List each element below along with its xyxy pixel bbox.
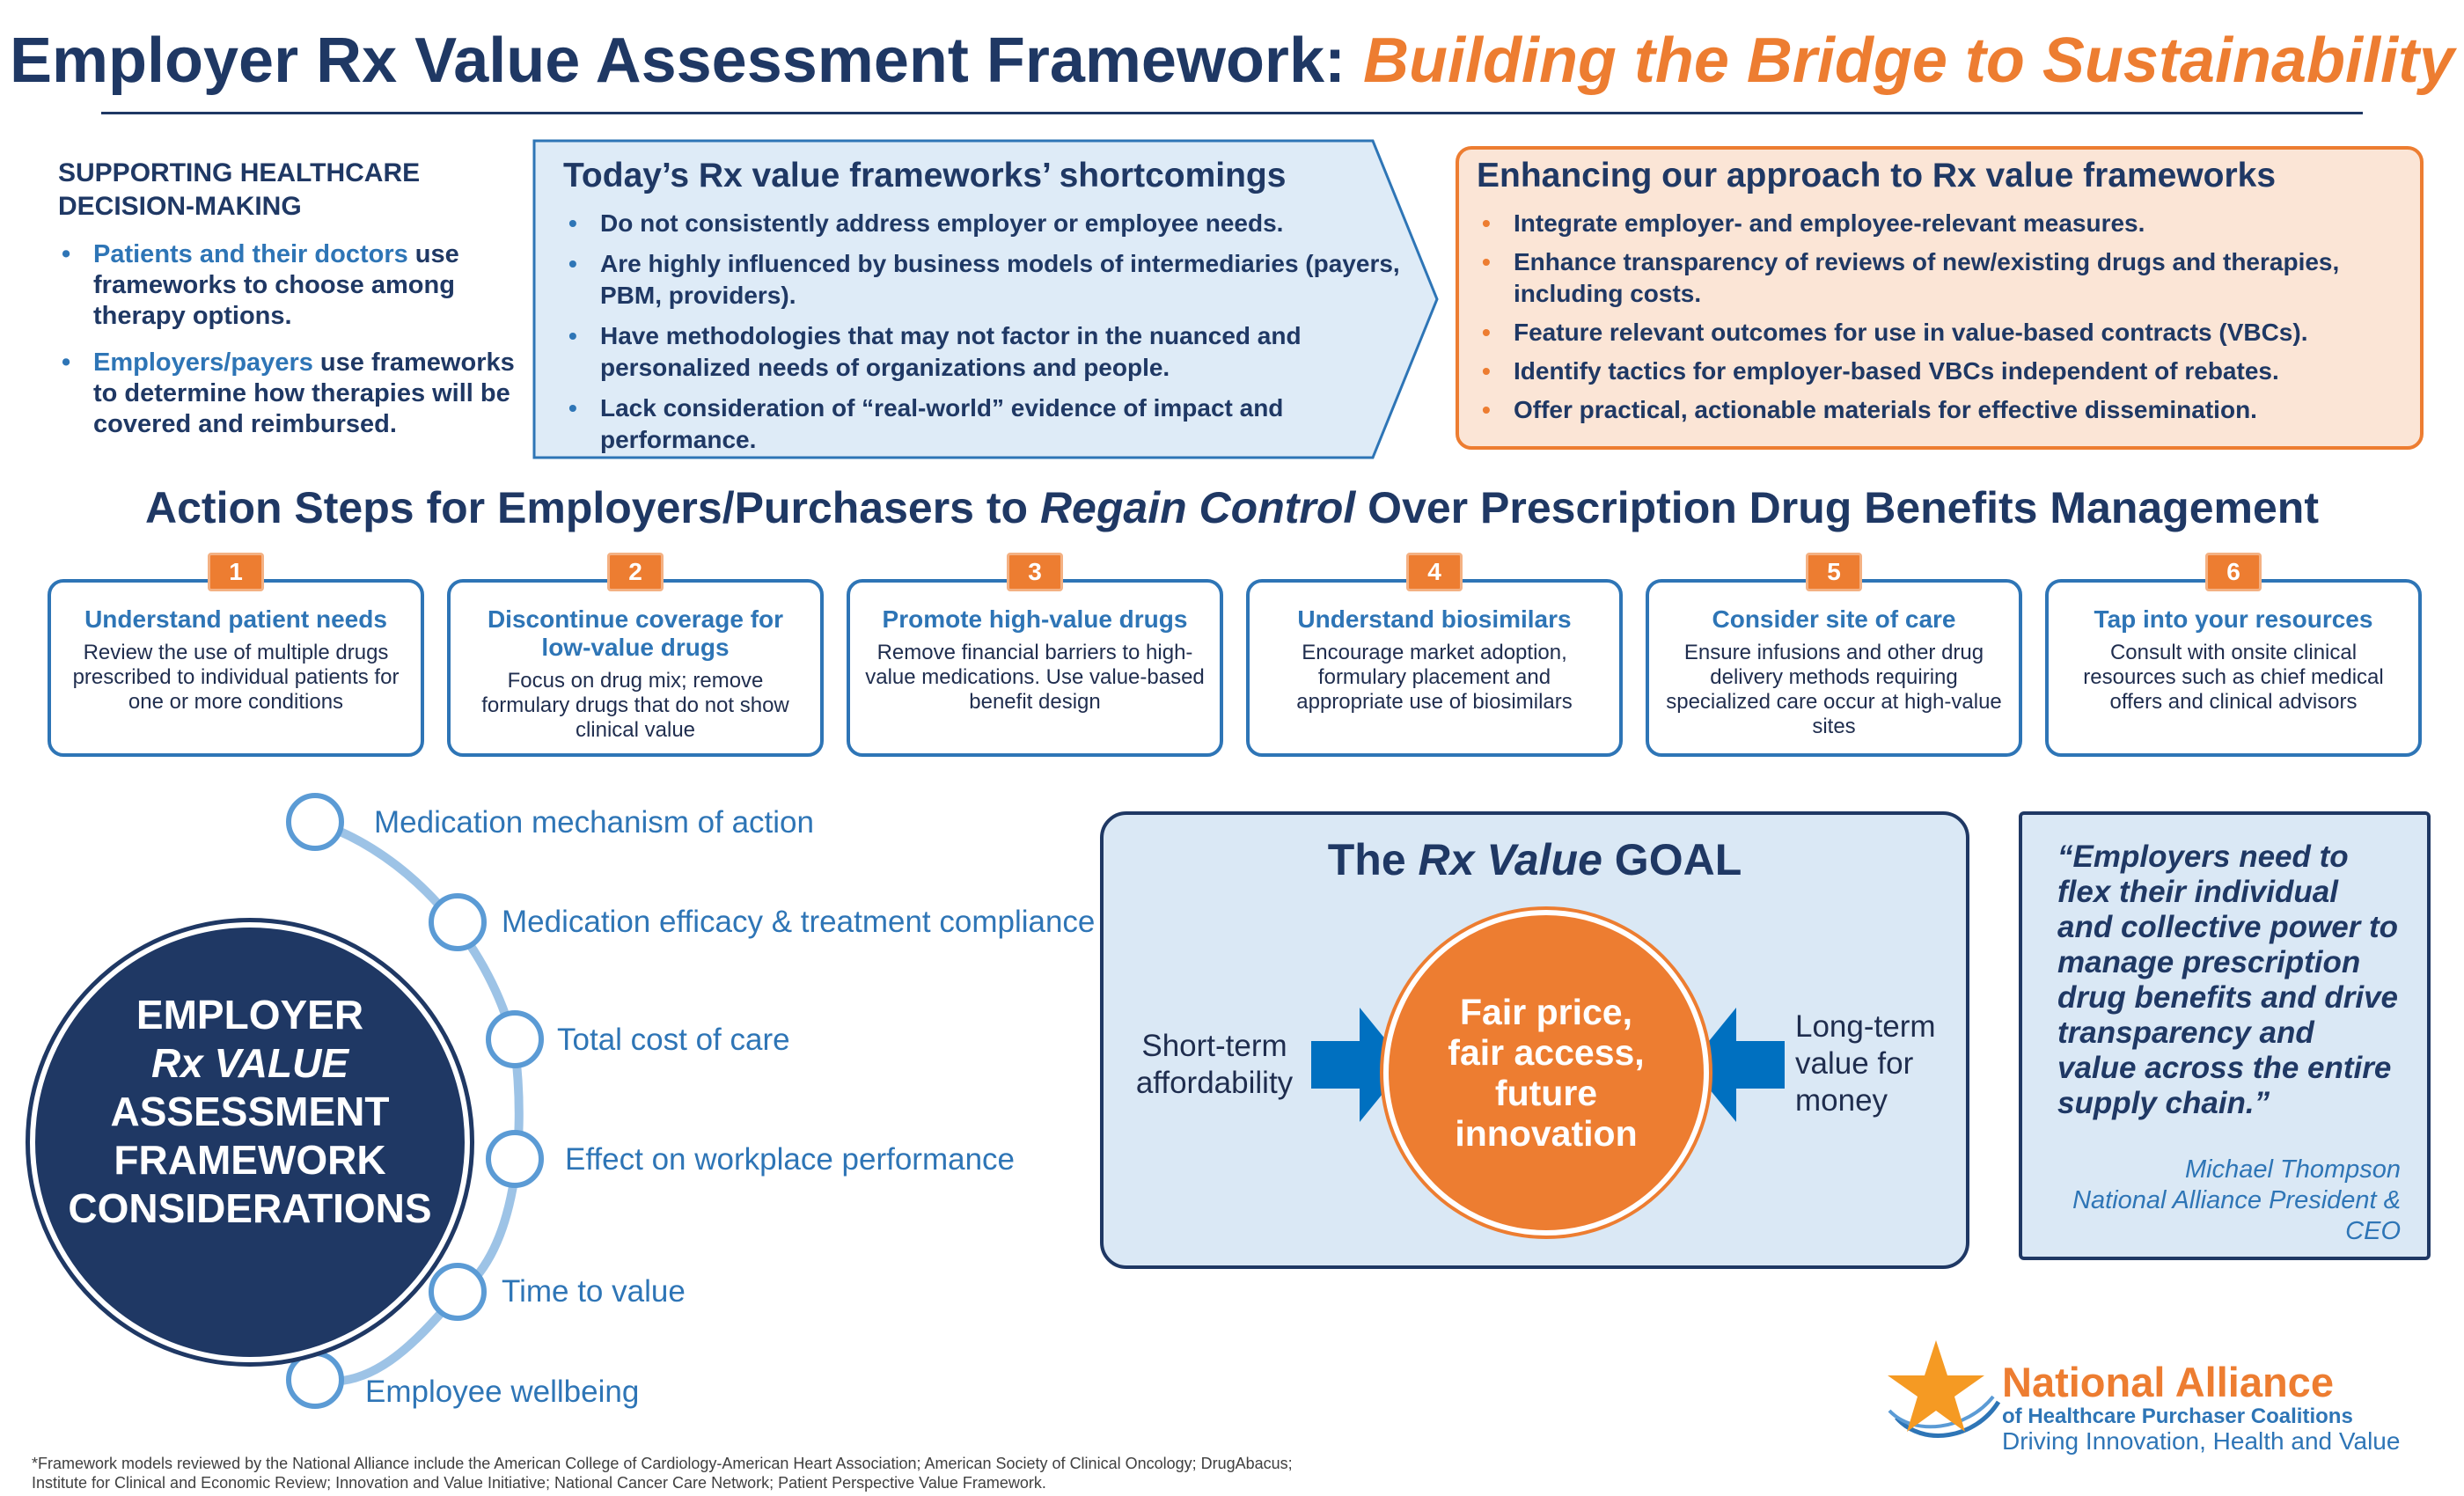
action-title-italic: Regain Control: [1039, 483, 1356, 532]
logo-subtitle: of Healthcare Purchaser Coalitions: [2002, 1404, 2353, 1428]
step-title: Understand patient needs: [84, 605, 387, 633]
step-number-badge: 1: [208, 553, 264, 591]
goal-title-pre: The: [1327, 835, 1419, 884]
step-description: Consult with onsite clinical resources such as chief medical offers and clinical advisors: [2083, 641, 2384, 714]
logo-name: National Alliance: [2002, 1359, 2334, 1405]
title-accent: Building the Bridge to Sustainability: [1362, 26, 2454, 96]
goal-center-line: fair access,: [1448, 1032, 1645, 1073]
enhancing-item: • Integrate employer- and employee-relevant measures.: [1477, 208, 2399, 239]
circle-line: FRAMEWORK: [114, 1137, 386, 1183]
consideration-item: Time to value: [502, 1274, 686, 1309]
consideration-item: Effect on workplace performance: [565, 1142, 1016, 1177]
supporting-item: [58, 348, 533, 440]
arc-node: [488, 1013, 541, 1066]
consideration-item: Medication mechanism of action: [374, 805, 814, 840]
shortcoming-item: • Have methodologies that may not factor in the nuanced and personalized needs of organizations and people.: [563, 320, 1426, 384]
page-title: [0, 25, 2464, 97]
arc-node: [488, 1133, 541, 1185]
goal-center-line: Fair price,: [1460, 992, 1632, 1032]
goal-right-line: Long-term: [1795, 1009, 1936, 1044]
step-title: Understand biosimilars: [1297, 605, 1572, 633]
goal-center-line: future: [1494, 1073, 1598, 1113]
star-icon: [1870, 1333, 2002, 1448]
footnote: *Framework models reviewed by the National Alliance include the American College of Cardiology-American Heart Association; American Society of Clinical Oncology; DrugAbacus; Institute for Clinical and Economic Review; Innovation and Value Initiative; National Cancer Care Network; Patient Perspective Value Framework.: [32, 1455, 1293, 1492]
supporting-item: [58, 239, 533, 332]
supporting-section: [58, 157, 533, 456]
goal-left-line: affordability: [1135, 1066, 1294, 1100]
supporting-highlight: Patients and their doctors: [93, 240, 408, 268]
enhancing-list: [1477, 208, 2399, 426]
quote-box: [2019, 811, 2431, 1260]
enhancing-item: • Feature relevant outcomes for use in value-based contracts (VBCs).: [1477, 317, 2399, 348]
step-title: Discontinue coverage for low-value drugs: [487, 605, 784, 661]
step-title: Consider site of care: [1712, 605, 1956, 633]
arc-node: [431, 1265, 484, 1318]
goal-left-label: [1118, 1028, 1311, 1102]
action-step-3: [847, 558, 1223, 757]
step-description: Remove financial barriers to high-value medications. Use value-based benefit design: [865, 641, 1205, 714]
supporting-text: use frameworks to choose among therapy options.: [93, 240, 459, 330]
step-number-badge: 4: [1406, 553, 1463, 591]
consideration-item: Total cost of care: [557, 1023, 790, 1057]
action-step-6: [2045, 558, 2422, 757]
step-description: Ensure infusions and other drug delivery methods requiring specialized care occur at high-value sites: [1666, 641, 2002, 738]
step-description: Focus on drug mix; remove formulary drugs that do not show clinical value: [481, 669, 789, 742]
arc-node: [289, 796, 341, 848]
title-divider: [101, 112, 2363, 114]
shortcoming-item: • Lack consideration of “real-world” evidence of impact and performance.: [563, 392, 1426, 456]
supporting-heading: SUPPORTING HEALTHCARE DECISION-MAKING: [58, 158, 421, 221]
step-description: Encourage market adoption, formulary placement and appropriate use of biosimilars: [1296, 641, 1573, 714]
circle-line: EMPLOYER: [136, 992, 364, 1038]
goal-circle: [1383, 910, 1709, 1236]
logo-tagline: Driving Innovation, Health and Value: [2002, 1427, 2401, 1455]
enhancing-item: • Identify tactics for employer-based VBCs independent of rebates.: [1477, 356, 2399, 387]
supporting-highlight: Employers/payers: [93, 348, 313, 377]
step-title: Tap into your resources: [2094, 605, 2373, 633]
quote-author: Michael Thompson: [2185, 1155, 2401, 1184]
arc-node: [289, 1353, 341, 1406]
considerations-circle: [30, 922, 470, 1362]
action-step-5: [1646, 558, 2022, 757]
step-description: Review the use of multiple drugs prescribed to individual patients for one or more conditions: [72, 641, 400, 714]
quote-text: “Employers need to flex their individual and collective power to manage prescription drug benefits and drive transparency and value across the entire supply chain.”: [2057, 840, 2399, 1120]
step-title: Promote high-value drugs: [882, 605, 1188, 633]
goal-right-line: value for: [1795, 1046, 1914, 1081]
goal-left-line: Short-term: [1141, 1029, 1287, 1063]
action-title-pre: Action Steps for Employers/Purchasers to: [145, 483, 1040, 532]
shortcomings-title: Today’s Rx value frameworks’ shortcomings: [563, 157, 1287, 194]
shortcoming-item: • Are highly influenced by business models of intermediaries (payers, PBM, providers).: [563, 248, 1426, 312]
enhancing-item: • Offer practical, actionable materials for effective dissemination.: [1477, 394, 2399, 426]
goal-title: [1100, 834, 1969, 885]
goal-right-line: money: [1795, 1083, 1888, 1118]
consideration-item: Employee wellbeing: [365, 1375, 640, 1409]
action-title-post: Over Prescription Drug Benefits Management: [1355, 483, 2319, 532]
shortcoming-item: • Do not consistently address employer or employee needs.: [563, 208, 1426, 239]
enhancing-title: Enhancing our approach to Rx value frameworks: [1477, 157, 2277, 194]
action-step-2: [447, 558, 824, 757]
goal-title-post: GOAL: [1602, 835, 1742, 884]
step-number-badge: 6: [2205, 553, 2262, 591]
supporting-text: use frameworks to determine how therapies will be covered and reimbursed.: [93, 348, 515, 438]
action-steps-title: [0, 482, 2464, 533]
enhancing-box: [1456, 146, 2424, 450]
circle-line: CONSIDERATIONS: [68, 1185, 432, 1231]
step-number-badge: 5: [1806, 553, 1862, 591]
shortcomings-box: [563, 157, 1426, 465]
action-step-1: [48, 558, 424, 757]
goal-right-label: [1795, 1008, 1971, 1119]
step-number-badge: 3: [1007, 553, 1063, 591]
shortcomings-list: [563, 208, 1426, 456]
circle-line: ASSESSMENT: [110, 1089, 390, 1134]
goal-title-italic: Rx Value: [1418, 835, 1602, 884]
quote-attribution: [2057, 1155, 2401, 1247]
supporting-list: [58, 239, 533, 440]
quote-role: National Alliance President & CEO: [2072, 1186, 2401, 1245]
title-main: Employer Rx Value Assessment Framework:: [9, 26, 1363, 96]
consideration-item: Medication efficacy & treatment compliance: [502, 905, 1096, 939]
step-number-badge: 2: [607, 553, 664, 591]
goal-center-line: innovation: [1455, 1113, 1638, 1154]
action-step-4: [1246, 558, 1623, 757]
arc-node: [431, 896, 484, 949]
circle-line: Rx VALUE: [150, 1040, 349, 1086]
enhancing-item: • Enhance transparency of reviews of new/existing drugs and therapies, including costs.: [1477, 246, 2399, 310]
